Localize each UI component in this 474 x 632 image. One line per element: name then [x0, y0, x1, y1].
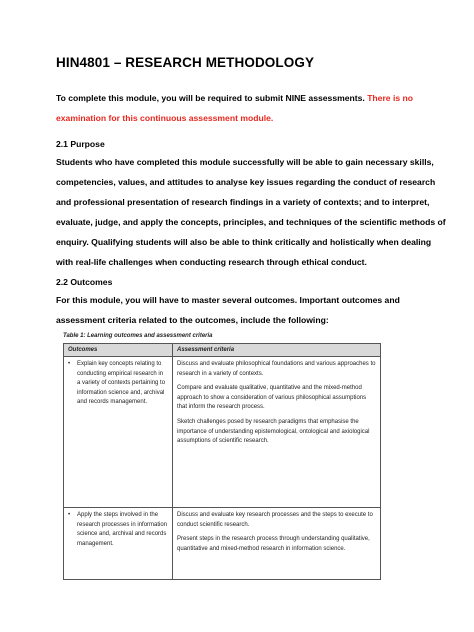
outcome-cell: [64, 357, 173, 508]
criteria-text: Discuss and evaluate key research processes and the steps to execute to conduct scientific research.: [177, 512, 373, 528]
purpose-paragraph: Students who have completed this module successfully will be able to gain necessary skills, competencies, values, and attitudes to analyse key issues regarding the conduct of research and professional presentation of research findings in a variety of contexts; and to interpret, evaluate, judge, and apply the concepts, principles, and techniques of the scientific methods of enquiry. Qualifying students will also be able to think critically and holistically when dealing with real-life challenges when conducting research through ethical conduct.: [56, 157, 446, 267]
intro-paragraph: [56, 88, 446, 128]
bullet-icon: •: [68, 512, 71, 518]
outcome-text: Apply the steps involved in the research processes in information science and, archival and records management.: [77, 512, 168, 547]
criteria-cell: [173, 357, 381, 508]
page-title: HIN4801 – RESEARCH METHODOLOGY: [56, 55, 315, 70]
outcome-text: Explain key concepts relating to conducting empirical research in a variety of contexts pertaining to information science and, archival and records management.: [77, 361, 166, 406]
table-row: [64, 508, 381, 580]
purpose-heading: 2.1 Purpose: [56, 139, 105, 149]
criteria-text: Compare and evaluate qualitative, quantitative and the mixed-method approach to show a consideration of various philosophical assumptions that inform the research process.: [177, 385, 367, 411]
outcome-cell: [64, 508, 173, 580]
outcome-bullet-item: [68, 360, 168, 408]
header-assessment-criteria: Assessment criteria: [173, 344, 381, 357]
intro-text: To complete this module, you will be required to submit NINE assessments.: [56, 93, 368, 103]
table-caption: Table 1: Learning outcomes and assessment criteria: [63, 333, 213, 339]
outcomes-table: [63, 343, 381, 580]
table-row: [64, 357, 381, 508]
criteria-text: Discuss and evaluate philosophical foundations and various approaches to research in a variety of contexts.: [177, 361, 376, 377]
intro-red-text: There is no examination for this continuous assessment module.: [56, 93, 414, 123]
criteria-text: Present steps in the research process through understanding qualitative, quantitative and mixed-method research in information science.: [177, 536, 370, 552]
outcome-bullet-item: [68, 511, 168, 549]
table-header-row: [64, 344, 381, 357]
criteria-cell: [173, 508, 381, 580]
bullet-icon: •: [68, 361, 71, 367]
header-outcomes: Outcomes: [64, 344, 173, 357]
outcomes-heading: 2.2 Outcomes: [56, 277, 113, 287]
outcomes-paragraph: For this module, you will have to master several outcomes. Important outcomes and assessment criteria related to the outcomes, include the following:: [56, 295, 400, 325]
criteria-text: Sketch challenges posed by research paradigms that emphasise the importance of understanding epistemological, ontological and axiological assumptions of scientific research.: [177, 418, 370, 445]
